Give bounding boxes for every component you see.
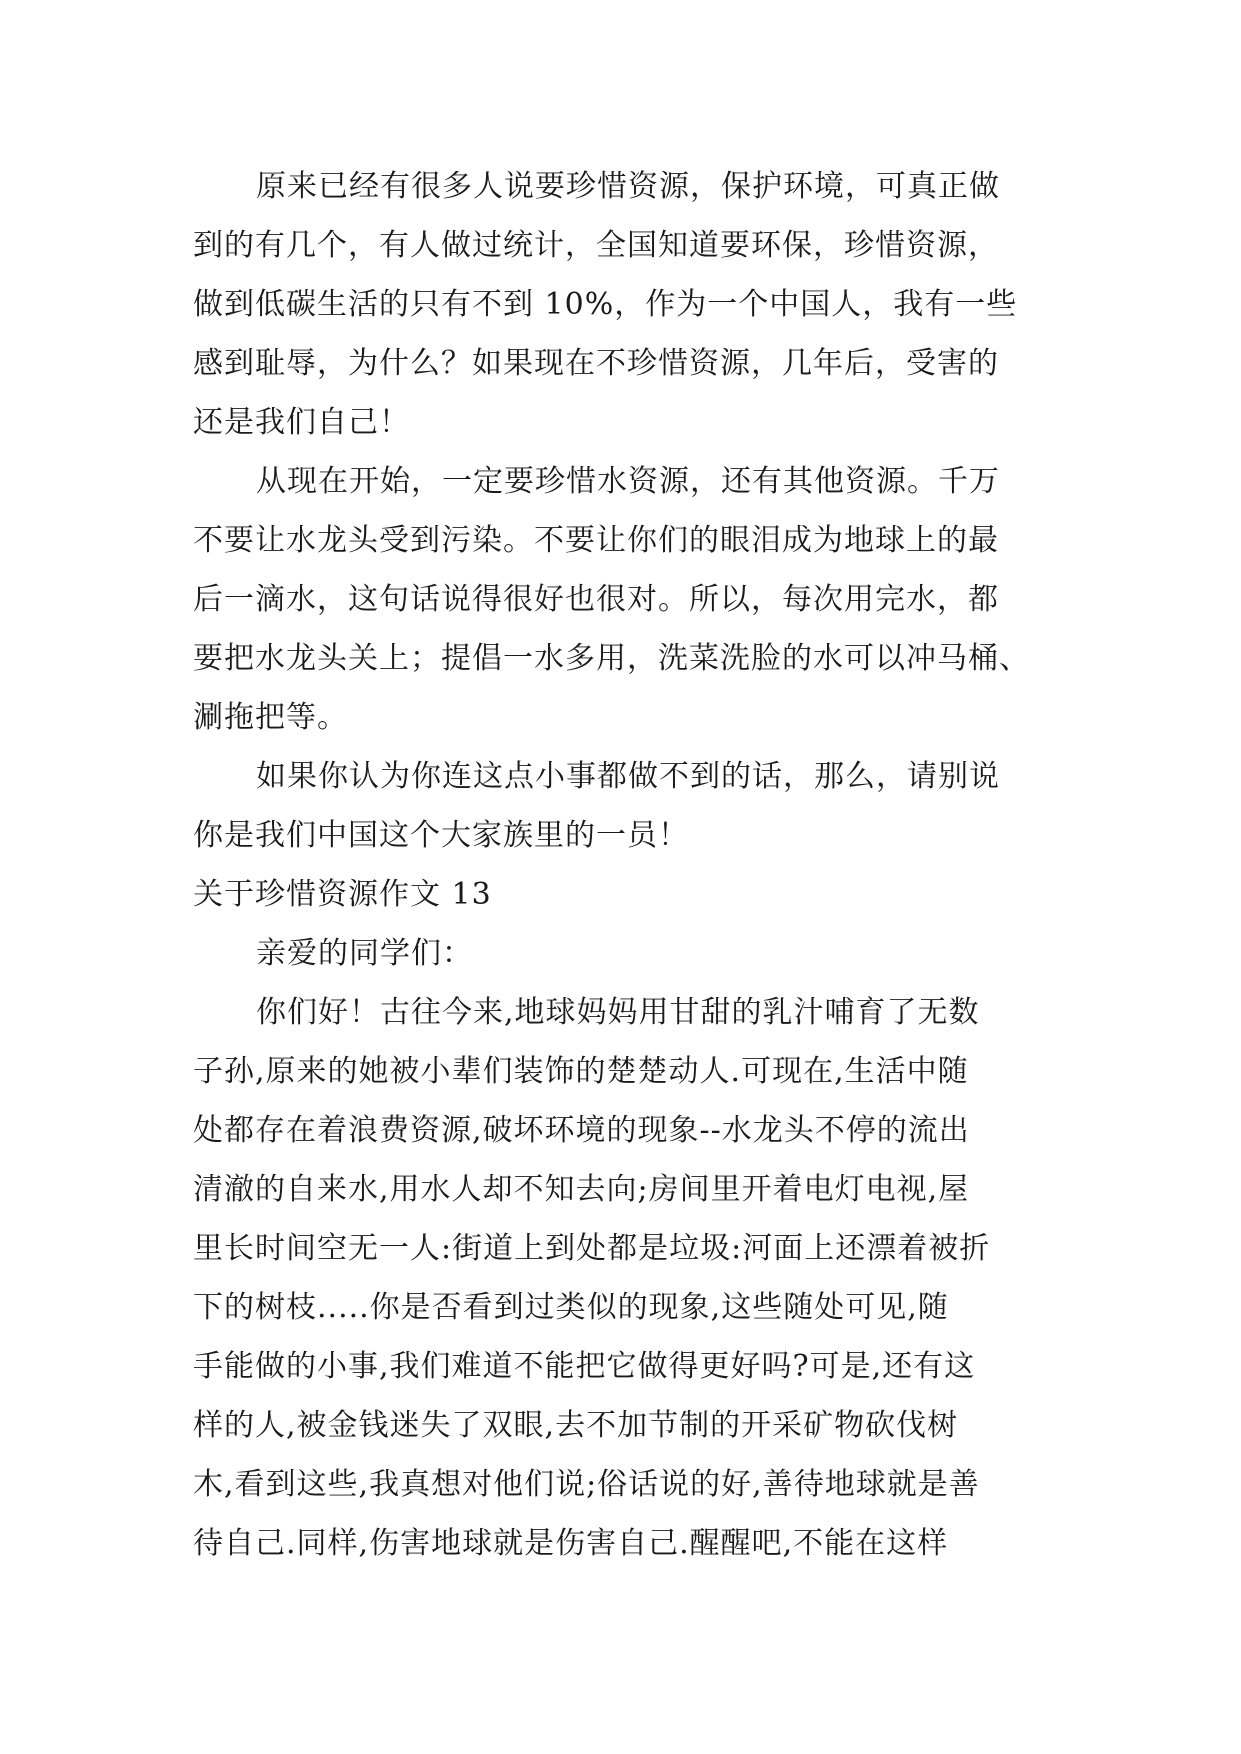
paragraph-2-line-4: 要把水龙头关上；提倡一水多用，洗菜洗脸的水可以冲马桶、 xyxy=(193,641,1030,676)
paragraph-3-line-2: 你是我们中国这个大家族里的一员！ xyxy=(193,818,689,853)
paragraph-1-line-2: 到的有几个，有人做过统计，全国知道要环保，珍惜资源， xyxy=(193,228,999,263)
paragraph-2-line-3: 后一滴水，这句话说得很好也很对。所以，每次用完水，都 xyxy=(193,582,999,617)
paragraph-1-line-5: 还是我们自己！ xyxy=(193,405,410,440)
paragraph-4-line-6: 下的树枝.....你是否看到过类似的现象,这些随处可见,随 xyxy=(193,1290,949,1325)
paragraph-4-line-9: 木,看到这些,我真想对他们说;俗话说的好,善待地球就是善 xyxy=(193,1467,980,1502)
paragraph-4-line-1: 你们好！古往今来,地球妈妈用甘甜的乳汁哺育了无数 xyxy=(256,995,980,1030)
paragraph-2-line-1: 从现在开始，一定要珍惜水资源，还有其他资源。千万 xyxy=(256,464,1000,499)
paragraph-2-line-2: 不要让水龙头受到污染。不要让你们的眼泪成为地球上的最 xyxy=(193,523,999,558)
paragraph-2-line-5: 涮拖把等。 xyxy=(193,700,348,735)
paragraph-4-line-4: 清澈的自来水,用水人却不知去向;房间里开着电灯电视,屋 xyxy=(193,1172,970,1207)
paragraph-1-line-1: 原来已经有很多人说要珍惜资源，保护环境，可真正做 xyxy=(256,169,1000,204)
paragraph-4-line-8: 样的人,被金钱迷失了双眼,去不加节制的开采矿物砍伐树 xyxy=(193,1408,959,1443)
paragraph-1-line-3: 做到低碳生活的只有不到 10%，作为一个中国人，我有一些 xyxy=(193,287,1018,322)
section-heading: 关于珍惜资源作文 13 xyxy=(193,877,492,912)
paragraph-4-line-5: 里长时间空无一人:街道上到处都是垃圾:河面上还漂着被折 xyxy=(193,1231,991,1266)
paragraph-4-line-10: 待自己.同样,伤害地球就是伤害自己.醒醒吧,不能在这样 xyxy=(193,1526,949,1561)
paragraph-4-line-3: 处都存在着浪费资源,破坏环境的现象--水龙头不停的流出 xyxy=(193,1113,970,1148)
paragraph-4-line-7: 手能做的小事,我们难道不能把它做得更好吗?可是,还有这 xyxy=(193,1349,976,1384)
paragraph-3-line-1: 如果你认为你连这点小事都做不到的话，那么，请别说 xyxy=(256,759,1000,794)
paragraph-4-line-2: 子孙,原来的她被小辈们装饰的楚楚动人.可现在,生活中随 xyxy=(193,1054,969,1089)
salutation: 亲爱的同学们： xyxy=(256,936,473,971)
paragraph-1-line-4: 感到耻辱，为什么？如果现在不珍惜资源，几年后，受害的 xyxy=(193,346,999,381)
